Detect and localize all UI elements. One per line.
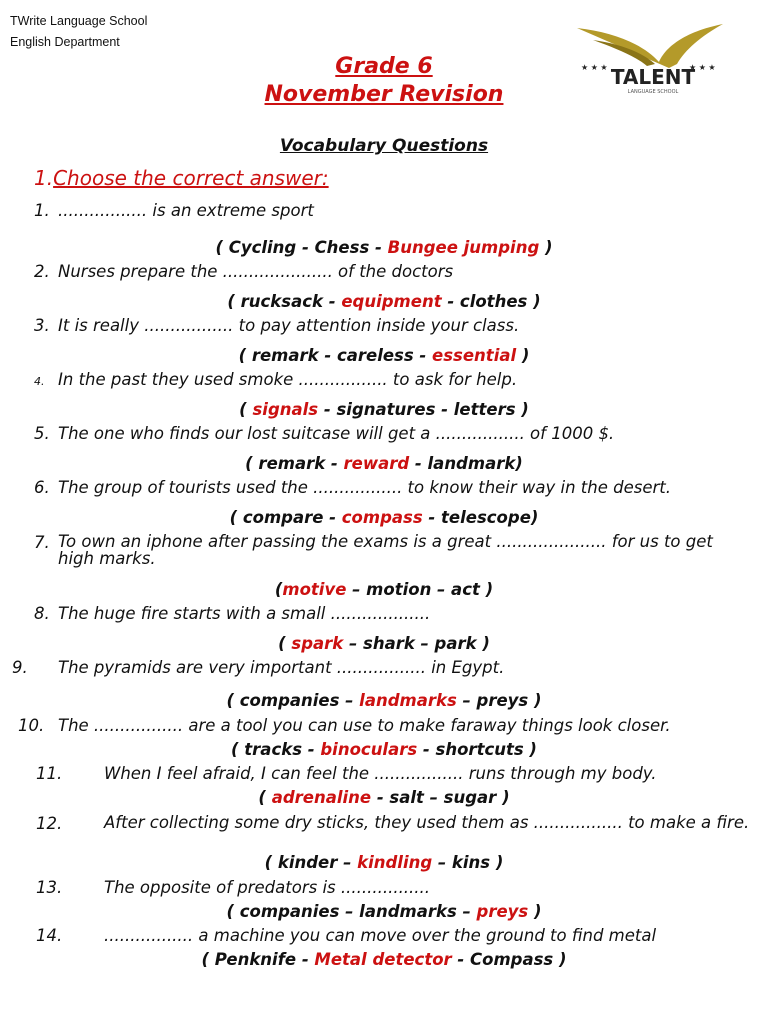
question-text: In the past they used smoke ................. to ask for help.	[58, 370, 518, 389]
question-4	[34, 370, 517, 389]
subtitle: Vocabulary Questions	[279, 136, 489, 156]
answer: preys	[476, 902, 529, 921]
answer: reward	[343, 454, 410, 473]
options-1: ( Cycling - Chess - Bungee jumping )	[215, 238, 553, 257]
title-revision: November Revision	[264, 82, 504, 107]
answer: binoculars	[320, 740, 418, 759]
question-14	[36, 926, 656, 945]
question-2	[34, 262, 453, 281]
question-text: After collecting some dry sticks, they used them as ................. to make a fire.	[104, 813, 750, 832]
answer: Bungee jumping	[387, 238, 540, 257]
question-number: 7.	[34, 533, 50, 552]
question-text: It is really ................. to pay attention inside your class.	[58, 316, 520, 335]
options-5: ( remark - reward - landmark)	[245, 454, 523, 473]
question-12	[36, 814, 760, 831]
question-text: ................. a machine you can move over the ground to find metal	[104, 926, 657, 945]
options-3: ( remark - careless - essential )	[238, 346, 530, 365]
question-9	[12, 658, 504, 677]
question-text: When I feel afraid, I can feel the ................. runs through my body.	[104, 764, 657, 783]
options-8: ( spark – shark – park )	[278, 634, 490, 653]
question-13	[36, 878, 430, 897]
svg-text:★ ★ ★: ★ ★ ★	[581, 63, 608, 72]
section-number: 1.	[34, 166, 54, 190]
question-text: To own an iphone after passing the exams is a great ..................... for us to get high marks.	[58, 532, 713, 568]
answer: adrenaline	[271, 788, 372, 807]
question-number: 13.	[36, 878, 63, 897]
options-11: ( adrenaline - salt – sugar )	[258, 788, 510, 807]
question-text: The ................. are a tool you can use to make faraway things look closer.	[58, 716, 671, 735]
answer: landmarks	[359, 691, 457, 710]
question-number: 5.	[34, 424, 50, 443]
answer: compass	[341, 508, 423, 527]
answer: Metal detector	[314, 950, 452, 969]
answer: equipment	[341, 292, 442, 311]
question-3	[34, 316, 519, 335]
title-grade: Grade 6	[335, 54, 433, 79]
question-text: The opposite of predators is .................	[104, 878, 431, 897]
question-11	[36, 764, 657, 783]
department-name: English Department	[10, 35, 120, 49]
section-heading	[34, 166, 329, 190]
question-text: The group of tourists used the ................. to know their way in the desert.	[58, 478, 672, 497]
answer: kindling	[357, 853, 433, 872]
options-13: ( companies – landmarks – preys )	[226, 902, 542, 921]
question-number: 2.	[34, 262, 50, 281]
options-9: ( companies – landmarks – preys )	[226, 691, 542, 710]
question-text: ................. is an extreme sport	[58, 201, 314, 220]
options-14: ( Penknife - Metal detector - Compass )	[201, 950, 567, 969]
question-text: The huge fire starts with a small ...................	[58, 604, 431, 623]
question-number: 8.	[34, 604, 50, 623]
svg-text:★ ★ ★: ★ ★ ★	[689, 63, 716, 72]
logo-text: TALENT	[610, 65, 696, 89]
options-12: ( kinder – kindling – kins )	[264, 853, 504, 872]
question-10	[18, 716, 671, 735]
answer: essential	[432, 346, 517, 365]
question-5	[34, 424, 614, 443]
section-label: Choose the correct answer:	[53, 166, 329, 190]
question-number: 12.	[36, 814, 63, 833]
question-7	[34, 533, 754, 567]
logo-subtext: LANGUAGE SCHOOL	[627, 89, 679, 95]
question-6	[34, 478, 671, 497]
question-text: The pyramids are very important ................. in Egypt.	[58, 658, 505, 677]
answer: motive	[282, 580, 347, 599]
question-text: The one who finds our lost suitcase will get a ................. of 1000 $.	[58, 424, 615, 443]
answer: signals	[252, 400, 319, 419]
question-number: 10.	[18, 716, 45, 735]
question-number: 1.	[34, 201, 50, 220]
question-number: 11.	[36, 764, 63, 783]
school-name: TWrite Language School	[10, 14, 148, 28]
question-8	[34, 604, 430, 623]
question-1	[34, 201, 314, 220]
question-number: 6.	[34, 478, 50, 497]
options-4: ( signals - signatures - letters )	[239, 400, 529, 419]
answer: spark	[291, 634, 344, 653]
options-10: ( tracks - binoculars - shortcuts )	[231, 740, 537, 759]
question-number: 4.	[34, 375, 45, 388]
question-number: 3.	[34, 316, 50, 335]
question-text: Nurses prepare the ..................... of the doctors	[58, 262, 454, 281]
options-7: (motive – motion – act )	[274, 580, 494, 599]
options-2: ( rucksack - equipment - clothes )	[227, 292, 541, 311]
question-number: 14.	[36, 926, 63, 945]
options-6: ( compare - compass - telescope)	[229, 508, 539, 527]
question-number: 9.	[12, 658, 28, 677]
